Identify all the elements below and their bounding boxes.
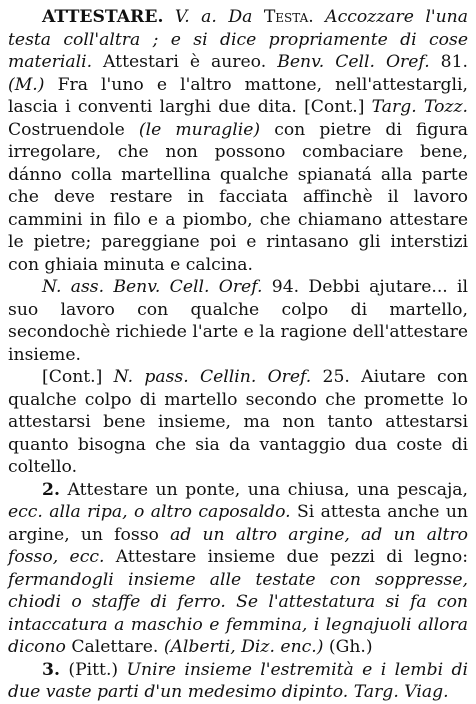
citation-source: Targ. Tozz. xyxy=(371,97,469,117)
citation-page: 81. xyxy=(440,52,469,72)
sense-label: N. ass. xyxy=(42,277,105,297)
citation-source: Benv. Cell. Oref. xyxy=(113,277,263,297)
citation-page: 94. xyxy=(271,277,300,297)
sense-label: N. pass. xyxy=(113,367,189,387)
example-quote: Debbi ajutare... il suo lavoro con qualche colpo di martello, secondochè richiede l'arte e la ragione dell'attestare insieme. xyxy=(8,277,469,365)
sense-text: Si attesta anche un argine, un fosso xyxy=(8,502,468,545)
sense-number: 3. xyxy=(42,659,60,680)
example-quote: Aiutare con qualche colpo di martello secondo che promette lo attestarsi bene insieme, ma non tanto attestarsi quanto bisogna che sia da vantaggio dua coste di coltello. xyxy=(8,367,469,477)
sense-number: 2. xyxy=(42,479,60,500)
etymology-prefix: Da xyxy=(228,7,253,27)
sense-text: Attestare insieme due pezzi di legno: xyxy=(115,547,469,567)
citation-source: Targ. Viag. xyxy=(353,682,449,702)
domain-tag: (Pitt.) xyxy=(68,659,119,680)
entry-paragraph-sense-2 xyxy=(8,479,468,659)
citation-source: Cellin. Oref. xyxy=(199,367,312,387)
citation-tag: (M.) xyxy=(8,74,45,95)
entry-paragraph-main xyxy=(8,6,468,276)
citation-source: Benv. Cell. Oref. xyxy=(277,52,430,72)
definition: Accozzare l'una testa coll'altra ; e si dice propriamente di cose materiali. xyxy=(8,7,468,72)
grammar-label: V. a. xyxy=(174,7,217,27)
citation-tag: [Cont.] xyxy=(304,97,365,117)
entry-paragraph-pass xyxy=(8,366,468,479)
sense-gloss: Unire insieme l'estremità e i lembi di due vaste parti d'un medesimo dipinto. xyxy=(8,659,468,702)
example-quote: Costruendole xyxy=(8,119,125,140)
entry-paragraph-sense-3 xyxy=(8,659,468,704)
entry-paragraph-ass xyxy=(8,276,468,366)
citation-tag: (Gh.) xyxy=(328,637,373,657)
sense-gloss: ecc. alla ripa, o altro caposaldo. xyxy=(8,502,291,522)
sense-text: Attestare un ponte, una chiusa, una pescaja, xyxy=(67,479,468,500)
example-text: Attestari è aureo. xyxy=(103,52,267,72)
example-quote: con pietre di figura irregolare, che non possono combaciare bene, dánno colla martellina qualche spianatá alla parte che deve restare in facciata affinchè il lavoro cammini in filo e a piombo, che chiamano attestare le pietre; pareggiane poi e rintasano gli interstizi con ghiaia minuta e calcina. xyxy=(8,119,468,275)
sense-gloss: fermandogli insieme alle testate con soppresse, chiodi o staffe di ferro. Se l'attestatura si fa con intaccatura a maschio e femmina, i legnajuoli allora dicono xyxy=(8,569,468,657)
example-gloss: (le muraglie) xyxy=(138,119,261,140)
citation-source: (Alberti, Diz. enc.) xyxy=(163,637,324,657)
citation-tag: [Cont.] xyxy=(42,367,103,387)
example-quote: Fra l'uno e l'altro mattone, nell'attestargli, lascia i conventi larghi due dita. xyxy=(8,74,468,117)
etymology-word: Testa. xyxy=(263,7,314,27)
citation-page: 25. xyxy=(322,367,350,387)
sense-gloss: ad un altro argine, ad un altro fosso, ecc. xyxy=(8,524,469,567)
sense-text: Calettare. xyxy=(71,637,159,657)
headword: ATTESTARE. xyxy=(42,7,164,27)
